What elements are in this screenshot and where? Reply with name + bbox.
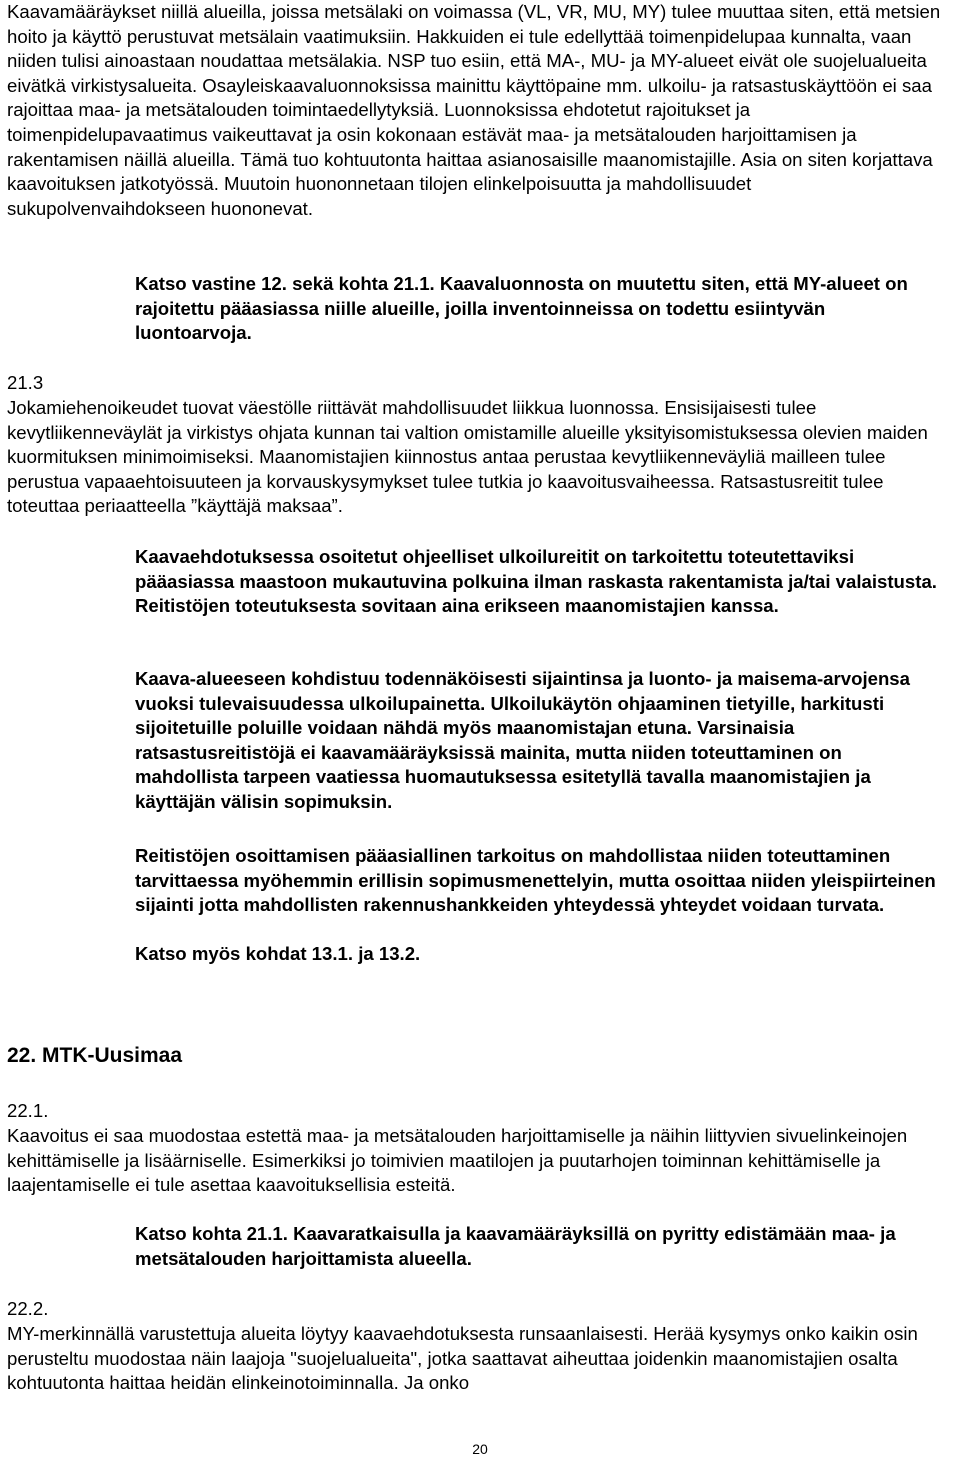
paragraph-agriculture: Kaavoitus ei saa muodostaa estettä maa- ja metsätalouden harjoittamiselle ja näihin liittyvien sivuelinkeinojen kehittämiselle ja lisäärniselle. Esimerkiksi jo toimivien maatilojen ja puutarhojen toiminnan kehittämiselle ja laajentamiselle ei tule asettaa kaavoituksellisia esteitä. <box>7 1125 908 1196</box>
response-paragraph: Katso vastine 12. sekä kohta 21.1. Kaavaluonnosta on muutettu siten, että MY-alueet on rajoitettu pääasiassa niille alueille, joilla inventoinneissa on todettu esiintyvän luontoarvoja. <box>135 273 908 344</box>
response-paragraph: Reitistöjen osoittamisen pääasiallinen tarkoitus on mahdollistaa niiden toteuttaminen tarvittaessa myöhemmin erillisin sopimusmenettelyin, mutta osoittaa niiden yleispiirteinen sijainti jotta mahdollisten rakennushankkeiden yhteydessä yhteydet voidaan turvata. <box>135 845 936 916</box>
response-paragraph: Kaava-alueeseen kohdistuu todennäköisesti sijaintinsa ja luonto- ja maisema-arvojensa vuoksi tulevaisuudessa ulkoilupainetta. Ulkoilukäytön ohjaaminen tietyille, harkitusti sijoitetuille poluille voidaan nähdä myös maanomistajan etuna. Varsinaisia ratsastusreitistöjä ei kaavamääräyksissä mainita, mutta niiden toteuttaminen on mahdollista tarpeen vaatiessa huomautuksessa esitetyllä tavalla maanomistajien ja käyttäjän välisin sopimuksin. <box>135 668 910 812</box>
paragraph-my-areas: MY-merkinnällä varustettuja alueita löytyy kaavaehdotuksesta runsaanlaisesti. Herää kysymys onko kaikin osin perusteltu muodostaa näin laajoja "suojelualueita", jotka saattavat aiheuttaa joidenkin maanomistajien osalta kohtuutonta haittaa heidän elinkeinotoiminnalla. Ja onko <box>7 1323 918 1394</box>
paragraph-everymans-rights: Jokamiehenoikeudet tuovat väestölle riittävät mahdollisuudet liikkua luonnossa. Ensisijaisesti tulee kevytliikenneväylät ja virkistys ohjata kunnan tai valtion omistamille alueille yksityisomistuksessa olevien maiden kuormituksen minimoimiseksi. Maanomistajien kiinnostus antaa perustaa kevytliikenneväyliä mailleen tulee perustua vapaaehtoisuuteen ja korvauskysymykset tulee tutkia jo kaavoitusvaiheessa. Ratsastusreitit tulee toteuttaa periaatteella ”käyttäjä maksaa”. <box>7 397 928 517</box>
response-paragraph: Katso myös kohdat 13.1. ja 13.2. <box>135 943 421 964</box>
response-paragraph: Kaavaehdotuksessa osoitetut ohjeelliset ulkoilureitit on tarkoitettu toteutettaviksi pääasiassa maastoon mukautuvina polkuina ilman raskasta rakentamista ja/tai valaistusta. Reitistöjen toteutuksesta sovitaan aina erikseen maanomistajien kanssa. <box>135 546 937 617</box>
paragraph-forest-regulations: Kaavamääräykset niillä alueilla, joissa metsälaki on voimassa (VL, VR, MU, MY) tulee muuttaa siten, että metsien hoito ja käyttö perustuvat metsälain vaatimuksiin. Hakkuiden ei tule edellyttää toimenpidelupaa kunnalta, vaan niiden tulisi ainoastaan noudattaa metsälakia. NSP tuo esiin, että MA-, MU- ja MY-alueet eivät ole suojelualueita eivätkä virkistysalueita. Osayleiskaavaluonnoksissa mainittu käyttöpaine mm. ulkoilu- ja ratsastuskäyttöön ei saa rajoittaa maa- ja metsätalouden toimintaedellytyksiä. Luonnoksissa ehdotetut rajoitukset ja toimenpidelupavaatimus vaikeuttavat ja osin kokonaan estävät maa- ja metsätalouden harjoittamisen ja rakentamisen näillä alueilla. Tämä tuo kohtuutonta haittaa asianosaisille maanomistajille. Asia on siten korjattava kaavoituksen jatkotyössä. Muutoin huononnetaan tilojen elinkelpoisuutta ja mahdollisuudet sukupolvenvaihdokseen huononevat. <box>7 1 941 219</box>
section-number-22-2: 22.2. <box>7 1298 49 1319</box>
section-heading: 22. MTK-Uusimaa <box>7 1044 183 1067</box>
response-paragraph: Katso kohta 21.1. Kaavaratkaisulla ja kaavamääräyksillä on pyritty edistämään maa- ja metsätalouden harjoittamista alueella. <box>135 1223 896 1269</box>
section-number-21-3: 21.3 <box>7 372 44 393</box>
section-number-22-1: 22.1. <box>7 1100 49 1121</box>
page-number: 20 <box>472 1441 488 1457</box>
